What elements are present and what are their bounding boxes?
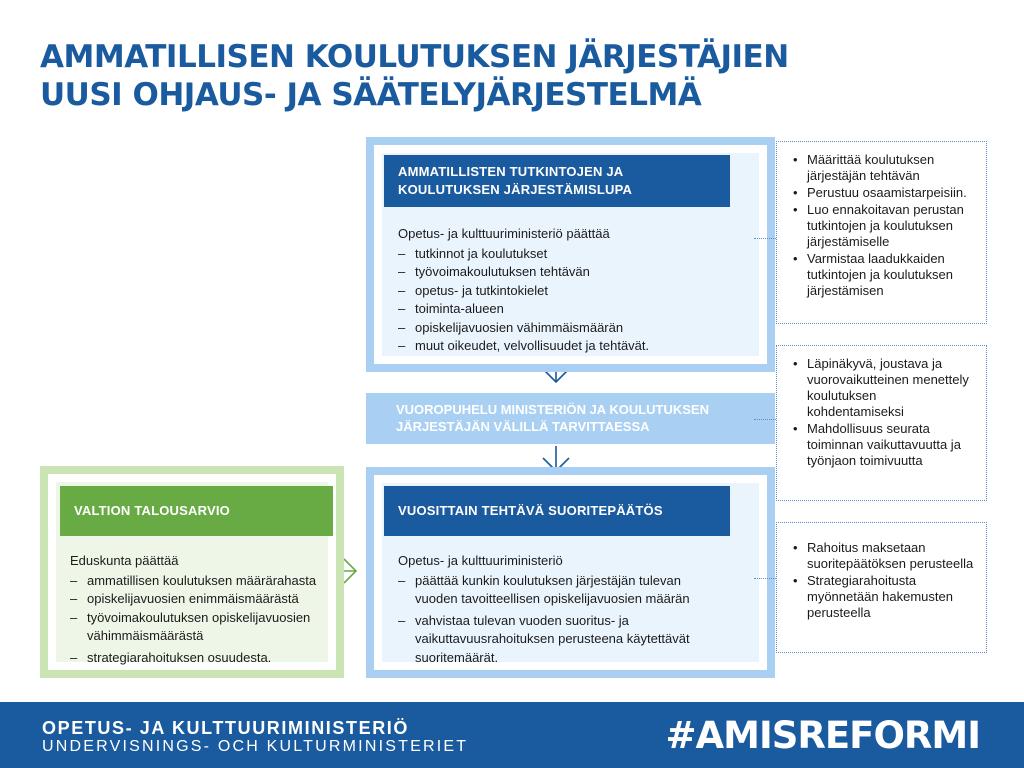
note-item: • Määrittää koulutuksen järjestäjän tehtävän (791, 152, 976, 184)
footer (0, 702, 1024, 768)
list-item: – opiskelijavuosien vähimmäismäärän (398, 319, 728, 338)
note-item: • Rahoitus maksetaan suoritepäätöksen perusteella (791, 540, 976, 572)
note-item: • Läpinäkyvä, joustava ja vuorovaikutteinen menettely koulutuksen kohdentamiseksi (791, 356, 976, 420)
license-heading: AMMATILLISTEN TUTKINTOJEN JA KOULUTUKSEN JÄRJESTÄMISLUPA (384, 155, 730, 207)
license-body (398, 225, 728, 356)
budget-heading: VALTION TALOUSARVIO (60, 486, 333, 536)
list-item: – strategiarahoituksen osuudesta. (70, 649, 330, 668)
note-license (776, 141, 987, 324)
performance-lead: Opetus- ja kulttuuriministeriö (398, 553, 563, 568)
performance-heading: VUOSITTAIN TEHTÄVÄ SUORITEPÄÄTÖS (384, 486, 730, 536)
note-connector (754, 578, 776, 579)
note-item: • Luo ennakoitavan perustan tutkintojen ja koulutuksen järjestämiselle (791, 202, 976, 250)
budget-body (70, 552, 330, 667)
page-title-line2: UUSI OHJAUS- JA SÄÄTELYJÄRJESTELMÄ (40, 77, 702, 113)
list-item: – työvoimakoulutuksen opiskelijavuosien vähimmäismäärästä (70, 609, 330, 646)
budget-lead: Eduskunta päättää (70, 553, 179, 568)
note-item: • Perustuu osaamistarpeisiin. (791, 185, 976, 201)
list-item: – opiskelijavuosien enimmäismäärästä (70, 590, 330, 609)
note-item: • Varmistaa laadukkaiden tutkintojen ja koulutuksen järjestämisen (791, 251, 976, 299)
list-item: – tutkinnot ja koulutukset (398, 245, 728, 264)
note-connector (754, 419, 776, 420)
list-item: – ammatillisen koulutuksen määrärahasta (70, 572, 330, 591)
list-item: – opetus- ja tutkintokielet (398, 282, 728, 301)
list-item: – vahvistaa tulevan vuoden suoritus- ja vaikuttavuusrahoituksen perusteena käytettävät suoritemäärät. (398, 612, 723, 668)
ministry-name-sv: UNDERVISNINGS- OCH KULTURMINISTERIET (42, 738, 469, 755)
license-box (366, 137, 775, 372)
list-item: – toiminta-alueen (398, 300, 728, 319)
hashtag: #AMISREFORMI (665, 714, 980, 757)
list-item: – muut oikeudet, velvollisuudet ja tehtävät. (398, 337, 728, 356)
note-item: • Mahdollisuus seurata toiminnan vaikuttavuutta ja työnjaon toimivuutta (791, 421, 976, 469)
list-item: – päättää kunkin koulutuksen järjestäjän tulevan vuoden tavoitteellisen opiskelijavuosien määrän (398, 572, 723, 609)
performance-body (398, 552, 723, 667)
license-lead: Opetus- ja kulttuuriministeriö päättää (398, 226, 610, 241)
performance-box (366, 467, 775, 678)
note-item: • Strategiarahoitusta myönnetään hakemusten perusteella (791, 573, 976, 621)
note-connector (754, 238, 776, 239)
dialogue-box: VUOROPUHELU MINISTERIÖN JA KOULUTUKSEN JÄRJESTÄJÄN VÄLILLÄ TARVITTAESSA (366, 393, 775, 444)
page-title (40, 38, 940, 114)
ministry-name-fi: OPETUS- JA KULTTUURIMINISTERIÖ (42, 718, 409, 738)
page-title-line1: AMMATILLISEN KOULUTUKSEN JÄRJESTÄJIEN (40, 39, 789, 75)
budget-box (40, 466, 344, 678)
list-item: – työvoimakoulutuksen tehtävän (398, 263, 728, 282)
note-performance (776, 522, 987, 653)
note-dialogue (776, 345, 987, 501)
